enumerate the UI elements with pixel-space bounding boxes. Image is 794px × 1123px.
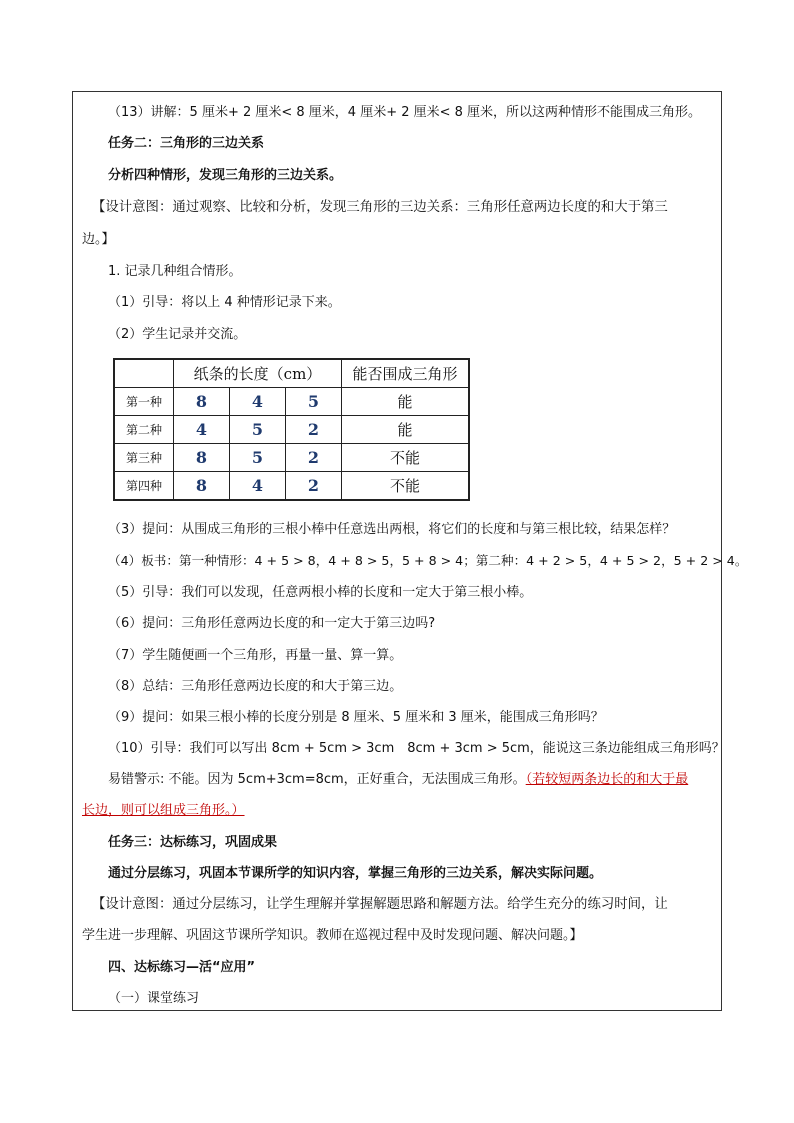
step-9-question: （9）提问：如果三根小棒的长度分别是 8 厘米、5 厘米和 3 厘米，能围成三角形吗？ (108, 710, 604, 725)
task2-heading: 任务二：三角形的三边关系 (108, 136, 265, 151)
length-a: 8 (174, 472, 230, 501)
step1-heading: 1. 记录几种组合情形。 (108, 264, 242, 279)
table-row (114, 444, 469, 472)
step1-item1: （1）引导：将以上 4 种情形记录下来。 (108, 295, 341, 310)
length-a: 8 (174, 444, 230, 472)
task3-description: 通过分层练习，巩固本节课所学的知识内容，掌握三角形的三边关系，解决实际问题。 (108, 866, 603, 881)
row-label: 第二种 (114, 416, 174, 444)
step-3-question: （3）提问：从围成三角形的三根小棒中任意选出两根，将它们的长度和与第三根比较，结果怎样？ (108, 522, 676, 537)
row-label: 第四种 (114, 472, 174, 501)
task2-description: 分析四种情形，发现三角形的三边关系。 (108, 168, 343, 183)
paragraph-13: （13）讲解：5 厘米+ 2 厘米< 8 厘米，4 厘米+ 2 厘米< 8 厘米，所以这两种情形不能围成三角形。 (108, 105, 702, 120)
row-result: 不能 (342, 444, 470, 472)
length-b: 4 (230, 472, 286, 501)
design-intent-1-line2: 边。】 (82, 232, 115, 247)
length-b: 5 (230, 416, 286, 444)
table-row (114, 472, 469, 501)
step-6-question: （6）提问：三角形任意两边长度的和一定大于第三边吗? (108, 616, 436, 631)
step1-item2: （2）学生记录并交流。 (108, 327, 247, 342)
row-label: 第三种 (114, 444, 174, 472)
warning-note-red: （若较短两条边长的和大于最 (525, 772, 689, 787)
header-length: 纸条的长度（cm） (174, 359, 342, 388)
step-7-activity: （7）学生随便画一个三角形，再量一量、算一算。 (108, 648, 403, 663)
task3-heading: 任务三：达标练习，巩固成果 (108, 835, 278, 850)
length-c: 5 (286, 388, 342, 416)
row-result: 能 (342, 416, 470, 444)
error-warning (108, 770, 718, 790)
row-result: 能 (342, 388, 470, 416)
row-label: 第一种 (114, 388, 174, 416)
warning-text: 易错警示: 不能。因为 5cm+3cm=8cm，正好重合，无法围成三角形。 (108, 772, 526, 787)
design-intent-2-line2: 学生进一步理解、巩固这节课所学知识。教师在巡视过程中及时发现问题、解决问题。】 (82, 928, 583, 943)
step-4-board: （4）板书：第一种情形：4 + 5 > 8，4 + 8 > 5，5 + 8 > 4；第二种：4 + 2 > 5，4 + 5 > 2，5 + 2 > 4。 (108, 553, 748, 568)
class-exercise-heading: （一）课堂练习 (108, 991, 200, 1006)
table-header-row (114, 359, 469, 388)
step-8-summary: （8）总结：三角形任意两边长度的和大于第三边。 (108, 679, 403, 694)
design-intent-2-line1: 【设计意图：通过分层练习，让学生理解并掌握解题思路和解题方法。给学生充分的练习时间，让 (92, 897, 668, 912)
table-row (114, 416, 469, 444)
table-row (114, 388, 469, 416)
header-result: 能否围成三角形 (342, 359, 470, 388)
length-b: 5 (230, 444, 286, 472)
length-c: 2 (286, 416, 342, 444)
table-corner-cell (114, 359, 174, 388)
stick-length-table (113, 358, 470, 501)
length-b: 4 (230, 388, 286, 416)
length-a: 4 (174, 416, 230, 444)
length-c: 2 (286, 472, 342, 501)
length-c: 2 (286, 444, 342, 472)
row-result: 不能 (342, 472, 470, 501)
warning-note-red-continued: 长边，则可以组成三角形。） (82, 803, 245, 818)
step-5-guide: （5）引导：我们可以发现，任意两根小棒的长度和一定大于第三根小棒。 (108, 585, 533, 600)
design-intent-1-line1: 【设计意图：通过观察、比较和分析，发现三角形的三边关系：三角形任意两边长度的和大于第三 (92, 200, 668, 215)
length-a: 8 (174, 388, 230, 416)
section-4-heading: 四、达标练习—活“应用” (108, 960, 256, 975)
step-10-guide: （10）引导：我们可以写出 8cm + 5cm > 3cm 8cm + 3cm > 5cm，能说这三条边能组成三角形吗？ (108, 741, 725, 756)
